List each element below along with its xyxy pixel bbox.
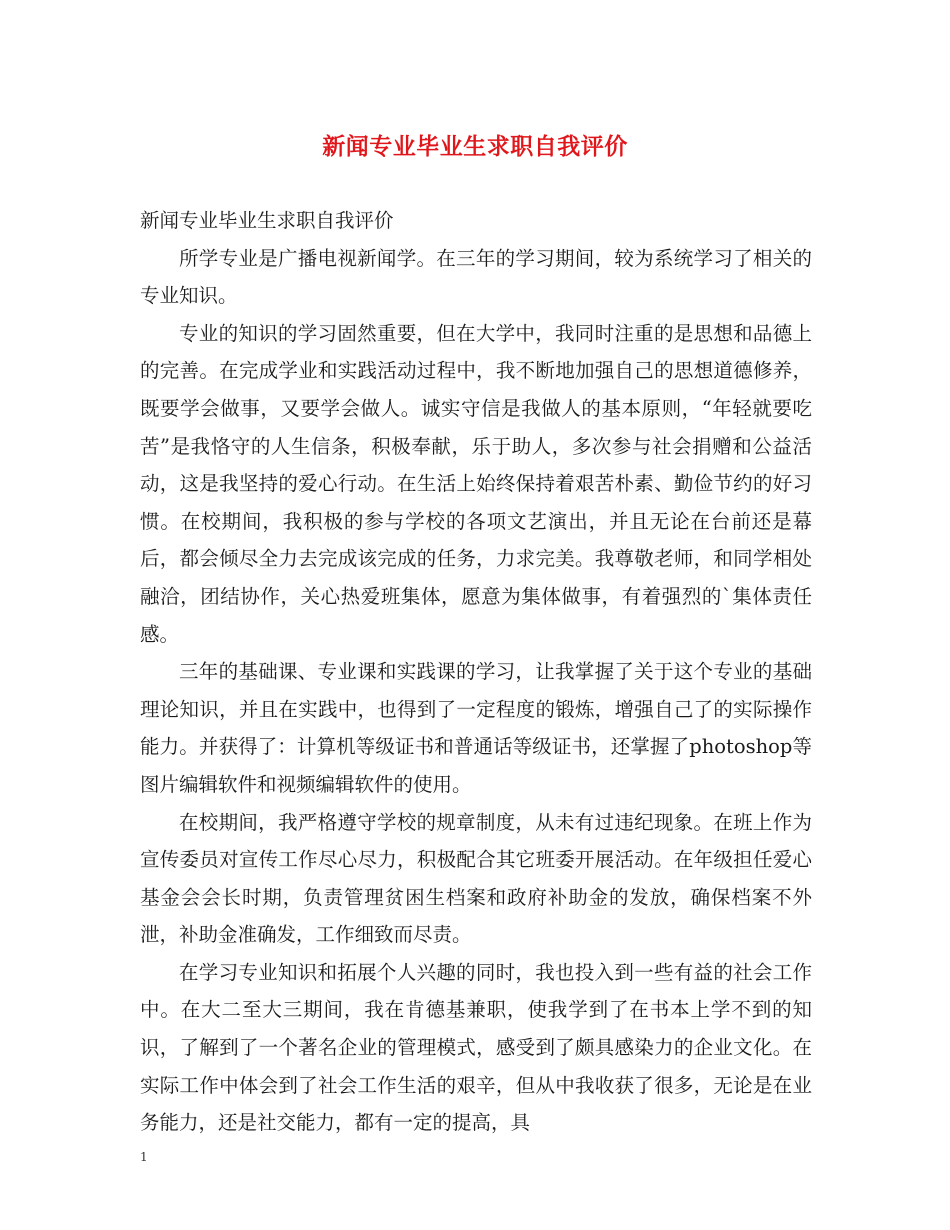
document-body <box>140 202 812 1142</box>
page-number: 1 <box>140 1150 148 1164</box>
document-title: 新闻专业毕业生求职自我评价 <box>322 133 628 160</box>
paragraph-1: 所学专业是广播电视新闻学。在三年的学习期间，较为系统学习了相关的专业知识。 <box>140 246 812 308</box>
paragraph-4: 在校期间，我严格遵守学校的规章制度，从未有过违纪现象。在班上作为宣传委员对宣传工作尽心尽力，积极配合其它班委开展活动。在年级担任爱心基金会会长时期，负责管理贫困生档案和政府补助金的发放，确保档案不外泄，补助金准确发，工作细致而尽责。 <box>140 810 812 947</box>
body-heading: 新闻专业毕业生求职自我评价 <box>140 209 394 232</box>
paragraph-2: 专业的知识的学习固然重要，但在大学中，我同时注重的是思想和品德上的完善。在完成学业和实践活动过程中，我不断地加强自己的思想道德修养，既要学会做事，又要学会做人。诚实守信是我做人的基本原则，“年轻就要吃苦”是我恪守的人生信条，积极奉献，乐于助人，多次参与社会捐赠和公益活动，这是我坚持的爱心行动。在生活上始终保持着艰苦朴素、勤俭节约的好习惯。在校期间，我积极的参与学校的各项文艺演出，并且无论在台前还是幕后，都会倾尽全力去完成该完成的任务，力求完美。我尊敬老师，和同学相处融洽，团结协作，关心热爱班集体，愿意为集体做事，有着强烈的`集体责任感。 <box>140 321 812 646</box>
paragraph-3: 三年的基础课、专业课和实践课的学习，让我掌握了关于这个专业的基础理论知识，并且在实践中，也得到了一定程度的锻炼，增强自己了的实际操作能力。并获得了：计算机等级证书和普通话等级证书，还掌握了photoshop等图片编辑软件和视频编辑软件的使用。 <box>140 660 812 796</box>
paragraph-5: 在学习专业知识和拓展个人兴趣的同时，我也投入到一些有益的社会工作中。在大二至大三期间，我在肯德基兼职，使我学到了在书本上学不到的知识，了解到了一个著名企业的管理模式，感受到了颇具感染力的企业文化。在实际工作中体会到了社会工作生活的艰辛，但从中我收获了很多，无论是在业务能力，还是社交能力，都有一定的提高，具 <box>140 960 812 1135</box>
